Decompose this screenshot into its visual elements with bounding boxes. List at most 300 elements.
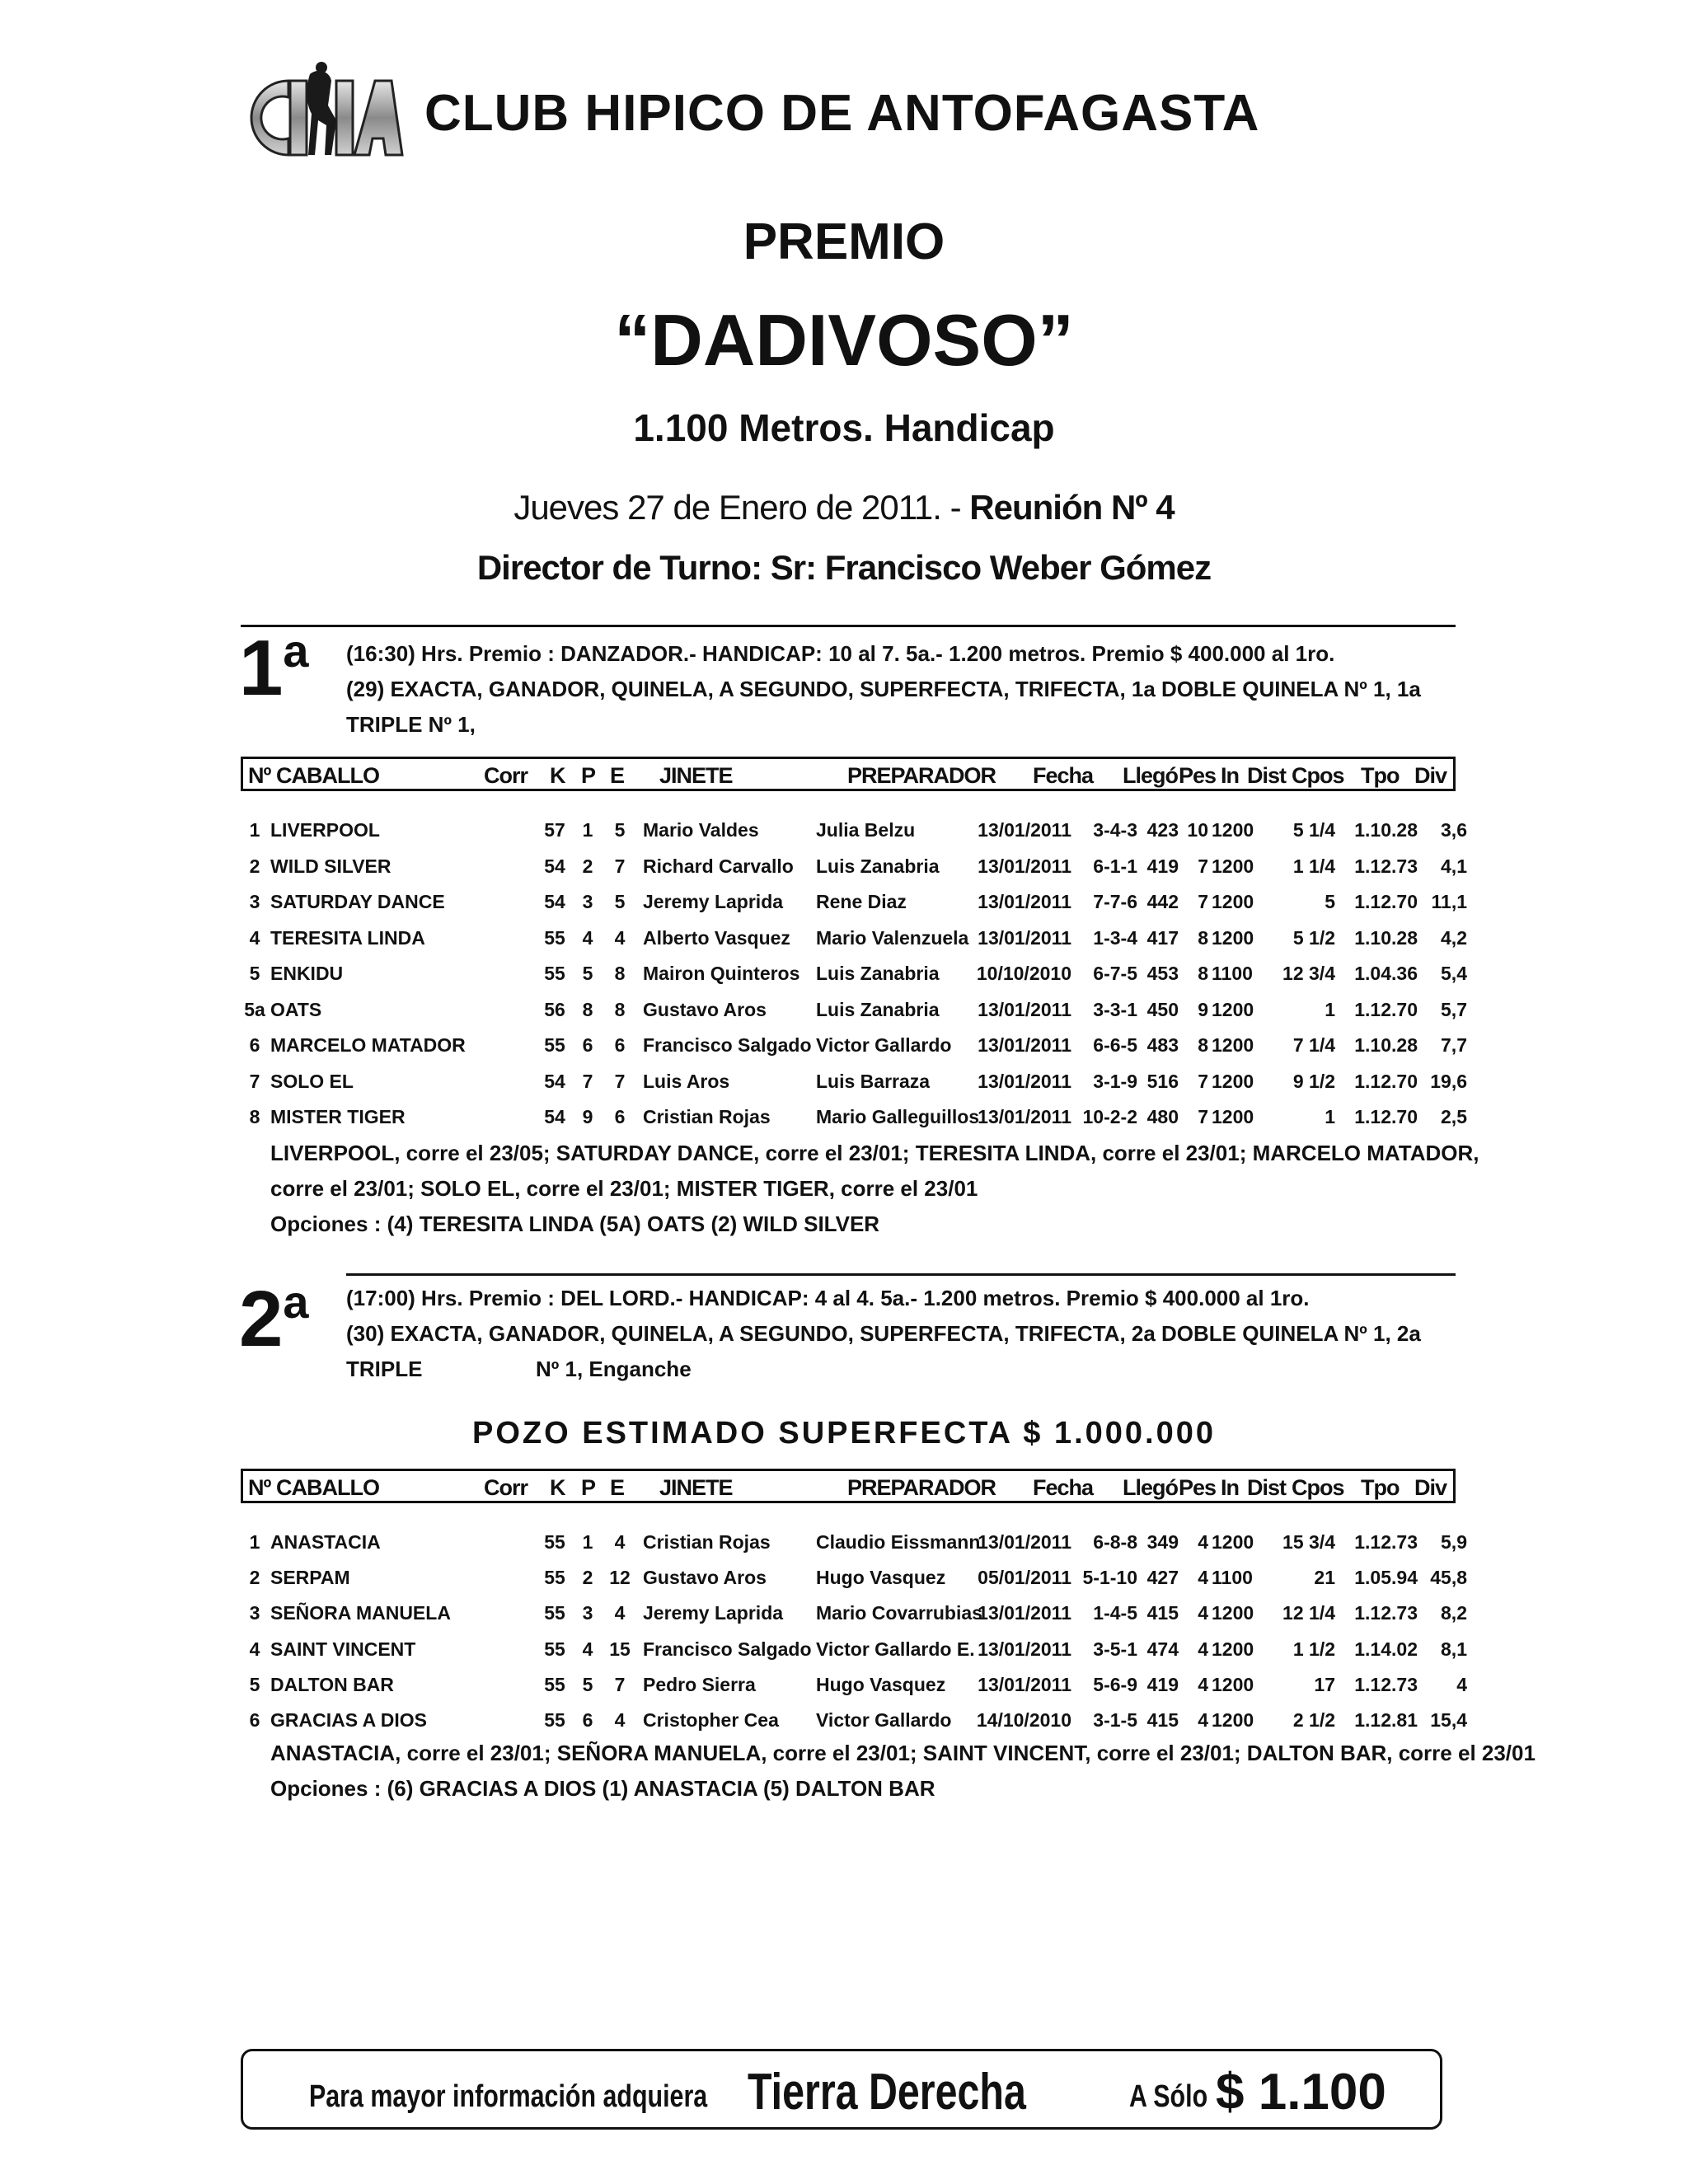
table-cell-pes: 415 bbox=[1146, 1602, 1179, 1624]
table-cell-fecha: 05/01/2011 bbox=[978, 1567, 1071, 1589]
table-cell-k: 55 bbox=[544, 1531, 565, 1553]
table-cell-cpos: 21 bbox=[1314, 1567, 1335, 1589]
table-row bbox=[0, 1034, 1688, 1070]
column-header-div: Div bbox=[1414, 1475, 1447, 1500]
race1-note-line2: corre el 23/01; SOLO EL, corre el 23/01; MISTER TIGER, corre el 23/01 bbox=[270, 1176, 978, 1201]
column-header-in: In bbox=[1221, 763, 1239, 788]
race2-sup: a bbox=[283, 1276, 309, 1328]
table-cell-dist: 1200 bbox=[1212, 1709, 1254, 1731]
table-cell-e: 4 bbox=[614, 926, 626, 949]
table-cell-pes: 419 bbox=[1146, 1673, 1179, 1695]
table-row bbox=[0, 855, 1688, 891]
table-cell-fecha: 13/01/2011 bbox=[978, 1034, 1071, 1056]
table-cell-jinete: Francisco Salgado bbox=[643, 1034, 812, 1056]
race2-num: 2 bbox=[239, 1275, 284, 1363]
table-cell-fecha: 13/01/2011 bbox=[978, 1531, 1071, 1553]
table-cell-caballo: TERESITA LINDA bbox=[270, 926, 425, 949]
table-cell-lleg-: 3-1-5 bbox=[1093, 1709, 1137, 1731]
table-cell-preparador: Hugo Vasquez bbox=[816, 1567, 946, 1589]
table-row bbox=[0, 819, 1688, 855]
table-cell-jinete: Cristian Rojas bbox=[643, 1531, 771, 1553]
table-cell-k: 54 bbox=[544, 1106, 565, 1127]
table-cell-caballo: SOLO EL bbox=[270, 1070, 354, 1092]
table-row bbox=[0, 1531, 1688, 1567]
meeting-date bbox=[0, 488, 1688, 527]
race2-desc-line3a: TRIPLE bbox=[346, 1357, 423, 1381]
table-cell-div: 5,4 bbox=[1441, 963, 1467, 984]
table-cell-in: 7 bbox=[1198, 1106, 1208, 1127]
table-cell-k: 55 bbox=[544, 1673, 565, 1695]
table-cell-lleg-: 6-1-1 bbox=[1093, 855, 1137, 877]
table-cell-e: 7 bbox=[614, 1673, 626, 1695]
table-row bbox=[0, 891, 1688, 926]
table-cell-caballo: SEÑORA MANUELA bbox=[270, 1602, 451, 1624]
table-cell-dist: 1200 bbox=[1212, 1034, 1254, 1056]
table-cell-caballo: GRACIAS A DIOS bbox=[270, 1709, 427, 1731]
column-header-pes: Pes bbox=[1179, 1475, 1217, 1500]
table-cell-tpo: 1.14.02 bbox=[1354, 1638, 1418, 1660]
column-header-lleg-: Llegó bbox=[1123, 763, 1178, 788]
table-cell-caballo: SAINT VINCENT bbox=[270, 1638, 416, 1660]
table-cell-dist: 1100 bbox=[1212, 963, 1253, 984]
footer-banner bbox=[241, 2049, 1442, 2130]
race1-number bbox=[239, 624, 309, 712]
table-cell-preparador: Mario Covarrubias bbox=[816, 1602, 982, 1624]
table-cell-fecha: 13/01/2011 bbox=[978, 1638, 1071, 1660]
table-row bbox=[0, 963, 1688, 998]
race1-sup: a bbox=[283, 625, 309, 677]
table-cell-pes: 349 bbox=[1146, 1531, 1179, 1553]
table-cell-fecha: 13/01/2011 bbox=[978, 1106, 1071, 1127]
table-cell-div: 15,4 bbox=[1430, 1709, 1467, 1731]
table-cell-k: 55 bbox=[544, 1567, 565, 1589]
table-cell-in: 4 bbox=[1198, 1602, 1208, 1624]
race1-divider bbox=[241, 625, 1456, 627]
table-cell-p: 9 bbox=[582, 1106, 593, 1127]
table-cell-p: 4 bbox=[582, 926, 593, 949]
column-header-preparador: PREPARADOR bbox=[847, 1475, 996, 1500]
table-cell-jinete: Cristopher Cea bbox=[643, 1709, 779, 1731]
table-cell-div: 8,2 bbox=[1441, 1602, 1467, 1624]
table-cell-pes: 423 bbox=[1146, 819, 1179, 841]
table-cell-lleg-: 6-8-8 bbox=[1093, 1531, 1137, 1553]
table-cell-k: 54 bbox=[544, 891, 565, 912]
table-cell-dist: 1200 bbox=[1212, 855, 1254, 877]
table-cell-pes: 483 bbox=[1146, 1034, 1179, 1056]
column-header-caballo: CABALLO bbox=[276, 1475, 379, 1500]
table-cell-caballo: SATURDAY DANCE bbox=[270, 891, 445, 912]
table-cell-div: 5,9 bbox=[1441, 1531, 1467, 1553]
table-cell-cpos: 15 3/4 bbox=[1282, 1531, 1335, 1553]
footer-price: $ 1.100 bbox=[1216, 2064, 1386, 2121]
table-cell-div: 8,1 bbox=[1441, 1638, 1467, 1660]
table-cell-n-: 7 bbox=[249, 1070, 260, 1092]
table-cell-k: 54 bbox=[544, 855, 565, 877]
table-cell-fecha: 13/01/2011 bbox=[978, 855, 1071, 877]
date-text: Jueves 27 de Enero de 2011. - bbox=[513, 488, 970, 527]
table-cell-p: 7 bbox=[582, 1070, 593, 1092]
table-cell-lleg-: 6-6-5 bbox=[1093, 1034, 1137, 1056]
table-cell-n-: 5a bbox=[244, 998, 265, 1020]
table-cell-p: 2 bbox=[582, 855, 593, 877]
table-cell-n-: 3 bbox=[249, 891, 260, 912]
table-cell-tpo: 1.12.70 bbox=[1354, 1106, 1418, 1127]
table-cell-k: 54 bbox=[544, 1070, 565, 1092]
table-cell-cpos: 17 bbox=[1314, 1673, 1335, 1695]
table-cell-k: 55 bbox=[544, 1709, 565, 1731]
table-cell-jinete: Richard Carvallo bbox=[643, 855, 794, 877]
table-cell-tpo: 1.10.28 bbox=[1354, 1034, 1418, 1056]
race1-desc-line2: (29) EXACTA, GANADOR, QUINELA, A SEGUNDO, SUPERFECTA, TRIFECTA, 1a DOBLE QUINELA Nº 1, 1a bbox=[346, 677, 1421, 701]
table-cell-e: 5 bbox=[614, 819, 626, 841]
table-cell-jinete: Pedro Sierra bbox=[643, 1673, 756, 1695]
table-cell-cpos: 12 1/4 bbox=[1282, 1602, 1335, 1624]
table-cell-cpos: 7 1/4 bbox=[1292, 1034, 1335, 1056]
table-cell-fecha: 13/01/2011 bbox=[978, 1070, 1071, 1092]
table-cell-cpos: 5 bbox=[1325, 891, 1335, 912]
column-header-dist: Dist bbox=[1247, 1475, 1287, 1500]
column-header-dist: Dist bbox=[1247, 763, 1287, 788]
table-cell-div: 5,7 bbox=[1441, 998, 1467, 1020]
table-cell-fecha: 13/01/2011 bbox=[978, 891, 1071, 912]
table-cell-preparador: Luis Zanabria bbox=[816, 855, 940, 877]
table-cell-div: 4,2 bbox=[1441, 926, 1467, 949]
table-row bbox=[0, 927, 1688, 963]
race1-options: Opciones : (4) TERESITA LINDA (5A) OATS (2) WILD SILVER bbox=[270, 1212, 880, 1236]
table-cell-tpo: 1.12.81 bbox=[1354, 1709, 1418, 1731]
table-cell-e: 4 bbox=[614, 1709, 626, 1731]
table-cell-dist: 1200 bbox=[1212, 998, 1254, 1020]
table-cell-tpo: 1.12.73 bbox=[1354, 1673, 1418, 1695]
table-cell-div: 3,6 bbox=[1441, 819, 1467, 841]
table-cell-fecha: 10/10/2010 bbox=[976, 963, 1071, 984]
premio-name: “DADIVOSO” bbox=[614, 299, 1074, 381]
table-cell-cpos: 1 bbox=[1325, 998, 1335, 1020]
table-cell-in: 4 bbox=[1198, 1638, 1208, 1660]
table-cell-in: 7 bbox=[1198, 855, 1208, 877]
table-cell-caballo: LIVERPOOL bbox=[270, 819, 380, 841]
table-cell-lleg-: 3-3-1 bbox=[1093, 998, 1137, 1020]
table-row bbox=[0, 999, 1688, 1034]
table-cell-e: 4 bbox=[614, 1602, 626, 1624]
table-cell-dist: 1200 bbox=[1212, 1638, 1254, 1660]
table-cell-pes: 450 bbox=[1146, 998, 1179, 1020]
table-row bbox=[0, 1106, 1688, 1141]
table-cell-k: 55 bbox=[544, 963, 565, 984]
table-cell-cpos: 1 1/4 bbox=[1292, 855, 1335, 877]
table-cell-lleg-: 3-5-1 bbox=[1093, 1638, 1137, 1660]
table-cell-preparador: Luis Barraza bbox=[816, 1070, 931, 1092]
table-cell-cpos: 12 3/4 bbox=[1282, 963, 1335, 984]
table-cell-n-: 2 bbox=[249, 1567, 260, 1589]
club-logo bbox=[239, 56, 404, 180]
race1-desc-line3: TRIPLE Nº 1, bbox=[346, 712, 476, 737]
column-header-corr: Corr bbox=[484, 763, 528, 788]
table-cell-caballo: ENKIDU bbox=[270, 963, 344, 984]
table-cell-in: 8 bbox=[1198, 926, 1208, 949]
column-header-pes: Pes bbox=[1179, 763, 1217, 788]
table-cell-lleg-: 7-7-6 bbox=[1093, 891, 1137, 912]
column-header-p: P bbox=[581, 763, 596, 788]
column-header-cpos: Cpos bbox=[1292, 763, 1344, 788]
premio-label: PREMIO bbox=[743, 213, 945, 270]
table-cell-lleg-: 5-1-10 bbox=[1082, 1567, 1137, 1589]
table-cell-dist: 1100 bbox=[1212, 1567, 1253, 1589]
column-header-in: In bbox=[1221, 1475, 1239, 1500]
table-cell-dist: 1200 bbox=[1212, 926, 1254, 949]
table-cell-jinete: Alberto Vasquez bbox=[643, 926, 790, 949]
column-header-corr: Corr bbox=[484, 1475, 528, 1500]
table-cell-lleg-: 6-7-5 bbox=[1093, 963, 1137, 984]
table-cell-p: 1 bbox=[582, 819, 593, 841]
table-cell-lleg-: 10-2-2 bbox=[1082, 1106, 1137, 1127]
table-cell-e: 15 bbox=[609, 1638, 631, 1660]
reunion-number: Reunión Nº 4 bbox=[969, 488, 1175, 527]
table-cell-dist: 1200 bbox=[1212, 891, 1254, 912]
table-cell-jinete: Jeremy Laprida bbox=[643, 1602, 784, 1624]
table-cell-k: 55 bbox=[544, 1638, 565, 1660]
table-cell-tpo: 1.12.73 bbox=[1354, 1531, 1418, 1553]
table-cell-cpos: 5 1/2 bbox=[1292, 926, 1335, 949]
table-cell-n-: 5 bbox=[249, 963, 260, 984]
table-cell-tpo: 1.12.73 bbox=[1354, 1602, 1418, 1624]
table-row bbox=[0, 1674, 1688, 1709]
table-cell-preparador: Victor Gallardo E. bbox=[816, 1638, 975, 1660]
table-cell-preparador: Claudio Eissmann bbox=[816, 1531, 981, 1553]
table-cell-tpo: 1.12.70 bbox=[1354, 1070, 1418, 1092]
table-cell-tpo: 1.12.73 bbox=[1354, 855, 1418, 877]
table-cell-e: 8 bbox=[614, 963, 626, 984]
column-header-caballo: CABALLO bbox=[276, 763, 379, 788]
table-cell-in: 7 bbox=[1198, 1070, 1208, 1092]
table-cell-in: 7 bbox=[1198, 891, 1208, 912]
table-cell-dist: 1200 bbox=[1212, 1531, 1254, 1553]
column-header-e: E bbox=[610, 1475, 625, 1500]
table-cell-p: 2 bbox=[582, 1567, 593, 1589]
table-cell-jinete: Jeremy Laprida bbox=[643, 891, 784, 912]
table-row bbox=[0, 1602, 1688, 1638]
table-cell-preparador: Rene Diaz bbox=[816, 891, 907, 912]
table-cell-jinete: Gustavo Aros bbox=[643, 998, 767, 1020]
race2-note-line1: ANASTACIA, corre el 23/01; SEÑORA MANUELA, corre el 23/01; SAINT VINCENT, corre el 23/01; DALTON BAR, corre el 23/01 bbox=[270, 1741, 1536, 1765]
table-cell-dist: 1200 bbox=[1212, 1070, 1254, 1092]
column-header-fecha: Fecha bbox=[1033, 763, 1094, 788]
table-cell-div: 11,1 bbox=[1431, 891, 1467, 912]
table-cell-pes: 474 bbox=[1146, 1638, 1179, 1660]
table-cell-n-: 6 bbox=[249, 1034, 260, 1056]
column-header-k: K bbox=[550, 1475, 565, 1500]
table-cell-div: 2,5 bbox=[1441, 1106, 1467, 1127]
table-cell-pes: 415 bbox=[1146, 1709, 1179, 1731]
footer-brand: Tierra Derecha bbox=[748, 2064, 1026, 2121]
table-cell-dist: 1200 bbox=[1212, 819, 1254, 841]
table-cell-p: 3 bbox=[582, 1602, 593, 1624]
table-cell-e: 8 bbox=[614, 998, 626, 1020]
table-cell-caballo: DALTON BAR bbox=[270, 1673, 394, 1695]
race2-divider bbox=[346, 1273, 1456, 1276]
table-cell-k: 56 bbox=[544, 998, 565, 1020]
table-cell-dist: 1200 bbox=[1212, 1602, 1254, 1624]
table-cell-n-: 6 bbox=[249, 1709, 260, 1731]
table-cell-pes: 453 bbox=[1146, 963, 1179, 984]
table-cell-in: 4 bbox=[1198, 1709, 1208, 1731]
table-cell-cpos: 2 1/2 bbox=[1292, 1709, 1335, 1731]
table-cell-preparador: Victor Gallardo bbox=[816, 1709, 952, 1731]
table-cell-lleg-: 3-4-3 bbox=[1093, 819, 1137, 841]
table-cell-caballo: OATS bbox=[270, 998, 322, 1020]
table-cell-caballo: SERPAM bbox=[270, 1567, 350, 1589]
column-header-n-: Nº bbox=[248, 1475, 271, 1500]
table-cell-lleg-: 5-6-9 bbox=[1093, 1673, 1137, 1695]
table-cell-div: 4 bbox=[1456, 1673, 1467, 1695]
table-cell-preparador: Mario Valenzuela bbox=[816, 926, 969, 949]
table-cell-n-: 8 bbox=[249, 1106, 260, 1127]
table-cell-n-: 5 bbox=[249, 1673, 260, 1695]
column-header-cpos: Cpos bbox=[1292, 1475, 1344, 1500]
table-cell-cpos: 1 1/2 bbox=[1292, 1638, 1335, 1660]
table-cell-p: 4 bbox=[582, 1638, 593, 1660]
table-cell-tpo: 1.12.70 bbox=[1354, 998, 1418, 1020]
table-cell-p: 3 bbox=[582, 891, 593, 912]
table-cell-fecha: 13/01/2011 bbox=[978, 1673, 1071, 1695]
table-cell-pes: 419 bbox=[1146, 855, 1179, 877]
table-row bbox=[0, 1709, 1688, 1745]
table-cell-n-: 1 bbox=[249, 819, 260, 841]
table-cell-pes: 427 bbox=[1146, 1567, 1179, 1589]
table-cell-n-: 4 bbox=[249, 1638, 260, 1660]
table-cell-e: 12 bbox=[609, 1567, 631, 1589]
race2-desc-line1: (17:00) Hrs. Premio : DEL LORD.- HANDICAP: 4 al 4. 5a.- 1.200 metros. Premio $ 400.000 al 1ro. bbox=[346, 1286, 1310, 1310]
race2-options: Opciones : (6) GRACIAS A DIOS (1) ANASTACIA (5) DALTON BAR bbox=[270, 1776, 935, 1801]
column-header-k: K bbox=[550, 763, 565, 788]
table-cell-preparador: Victor Gallardo bbox=[816, 1034, 952, 1056]
table-cell-lleg-: 3-1-9 bbox=[1093, 1070, 1137, 1092]
column-header-tpo: Tpo bbox=[1361, 763, 1400, 788]
table-cell-p: 1 bbox=[582, 1531, 593, 1553]
table-cell-in: 4 bbox=[1198, 1531, 1208, 1553]
column-header-preparador: PREPARADOR bbox=[847, 763, 996, 788]
race1-num: 1 bbox=[239, 624, 284, 712]
table-row bbox=[0, 1071, 1688, 1106]
table-cell-n-: 2 bbox=[249, 855, 260, 877]
table-cell-cpos: 5 1/4 bbox=[1292, 819, 1335, 841]
table-cell-k: 55 bbox=[544, 926, 565, 949]
table-cell-in: 9 bbox=[1198, 998, 1208, 1020]
table-cell-p: 5 bbox=[582, 963, 593, 984]
table-cell-pes: 442 bbox=[1146, 891, 1179, 912]
table-cell-div: 45,8 bbox=[1430, 1567, 1467, 1589]
table-cell-preparador: Hugo Vasquez bbox=[816, 1673, 946, 1695]
table-cell-in: 4 bbox=[1198, 1673, 1208, 1695]
column-header-p: P bbox=[581, 1475, 596, 1500]
table-cell-pes: 417 bbox=[1146, 926, 1179, 949]
table-cell-lleg-: 1-3-4 bbox=[1093, 926, 1137, 949]
table-cell-lleg-: 1-4-5 bbox=[1093, 1602, 1137, 1624]
table-row bbox=[0, 1638, 1688, 1674]
table-cell-jinete: Francisco Salgado bbox=[643, 1638, 812, 1660]
table-cell-in: 8 bbox=[1198, 963, 1208, 984]
table-cell-jinete: Luis Aros bbox=[643, 1070, 730, 1092]
table-row bbox=[0, 1567, 1688, 1602]
table-cell-jinete: Gustavo Aros bbox=[643, 1567, 767, 1589]
table-cell-caballo: MARCELO MATADOR bbox=[270, 1034, 466, 1056]
table-cell-n-: 1 bbox=[249, 1531, 260, 1553]
table-cell-preparador: Julia Belzu bbox=[816, 819, 916, 841]
table-cell-fecha: 13/01/2011 bbox=[978, 926, 1071, 949]
race2-table-header bbox=[241, 1469, 1456, 1503]
table-cell-pes: 480 bbox=[1146, 1106, 1179, 1127]
table-cell-k: 57 bbox=[544, 819, 565, 841]
column-header-n-: Nº bbox=[248, 763, 271, 788]
column-header-lleg-: Llegó bbox=[1123, 1475, 1178, 1500]
table-cell-in: 8 bbox=[1198, 1034, 1208, 1056]
table-cell-tpo: 1.12.70 bbox=[1354, 891, 1418, 912]
table-cell-dist: 1200 bbox=[1212, 1673, 1254, 1695]
table-cell-preparador: Mario Galleguillos bbox=[816, 1106, 980, 1127]
race1-note-line1: LIVERPOOL, corre el 23/05; SATURDAY DANCE, corre el 23/01; TERESITA LINDA, corre el 23/01; MARCELO MATADOR, bbox=[270, 1141, 1479, 1165]
race2-number bbox=[239, 1275, 309, 1363]
club-name: CLUB HIPICO DE ANTOFAGASTA bbox=[424, 85, 1260, 142]
table-cell-caballo: WILD SILVER bbox=[270, 855, 392, 877]
table-cell-pes: 516 bbox=[1146, 1070, 1179, 1092]
table-cell-fecha: 14/10/2010 bbox=[976, 1709, 1071, 1731]
table-cell-in: 4 bbox=[1198, 1567, 1208, 1589]
table-cell-fecha: 13/01/2011 bbox=[978, 819, 1071, 841]
premio-distance: 1.100 Metros. Handicap bbox=[633, 406, 1055, 449]
race2-desc-line2: (30) EXACTA, GANADOR, QUINELA, A SEGUNDO, SUPERFECTA, TRIFECTA, 2a DOBLE QUINELA Nº 1, 2a bbox=[346, 1321, 1421, 1346]
table-cell-p: 8 bbox=[582, 998, 593, 1020]
table-cell-div: 19,6 bbox=[1430, 1070, 1467, 1092]
table-cell-k: 55 bbox=[544, 1034, 565, 1056]
table-cell-e: 7 bbox=[614, 1070, 626, 1092]
table-cell-fecha: 13/01/2011 bbox=[978, 1602, 1071, 1624]
table-cell-k: 55 bbox=[544, 1602, 565, 1624]
table-cell-preparador: Luis Zanabria bbox=[816, 998, 940, 1020]
table-cell-n-: 3 bbox=[249, 1602, 260, 1624]
table-cell-e: 4 bbox=[614, 1531, 626, 1553]
column-header-div: Div bbox=[1414, 763, 1447, 788]
table-cell-p: 6 bbox=[582, 1709, 593, 1731]
race1-table-header bbox=[241, 757, 1456, 791]
table-cell-div: 4,1 bbox=[1441, 855, 1467, 877]
column-header-e: E bbox=[610, 763, 625, 788]
table-cell-in: 10 bbox=[1187, 819, 1208, 841]
table-cell-fecha: 13/01/2011 bbox=[978, 998, 1071, 1020]
table-cell-tpo: 1.10.28 bbox=[1354, 819, 1418, 841]
table-cell-e: 6 bbox=[614, 1034, 626, 1056]
table-cell-jinete: Mairon Quinteros bbox=[643, 963, 800, 984]
table-cell-tpo: 1.04.36 bbox=[1354, 963, 1418, 984]
table-cell-p: 5 bbox=[582, 1673, 593, 1695]
table-cell-jinete: Mario Valdes bbox=[643, 819, 759, 841]
director-de-turno: Director de Turno: Sr: Francisco Weber Gómez bbox=[476, 548, 1212, 587]
table-cell-e: 5 bbox=[614, 891, 626, 912]
race1-desc-line1: (16:30) Hrs. Premio : DANZADOR.- HANDICAP: 10 al 7. 5a.- 1.200 metros. Premio $ 400.000 al 1ro. bbox=[346, 641, 1335, 666]
footer-a-solo: A Sólo bbox=[1129, 2079, 1208, 2114]
table-cell-caballo: MISTER TIGER bbox=[270, 1106, 406, 1127]
table-cell-tpo: 1.10.28 bbox=[1354, 926, 1418, 949]
table-cell-e: 6 bbox=[614, 1106, 626, 1127]
table-cell-cpos: 9 1/2 bbox=[1292, 1070, 1335, 1092]
table-cell-n-: 4 bbox=[249, 926, 260, 949]
table-cell-e: 7 bbox=[614, 855, 626, 877]
column-header-jinete: JINETE bbox=[659, 763, 733, 788]
footer-text: Para mayor información adquiera bbox=[309, 2079, 708, 2114]
table-cell-dist: 1200 bbox=[1212, 1106, 1254, 1127]
column-header-tpo: Tpo bbox=[1361, 1475, 1400, 1500]
column-header-jinete: JINETE bbox=[659, 1475, 733, 1500]
table-cell-div: 7,7 bbox=[1441, 1034, 1467, 1056]
